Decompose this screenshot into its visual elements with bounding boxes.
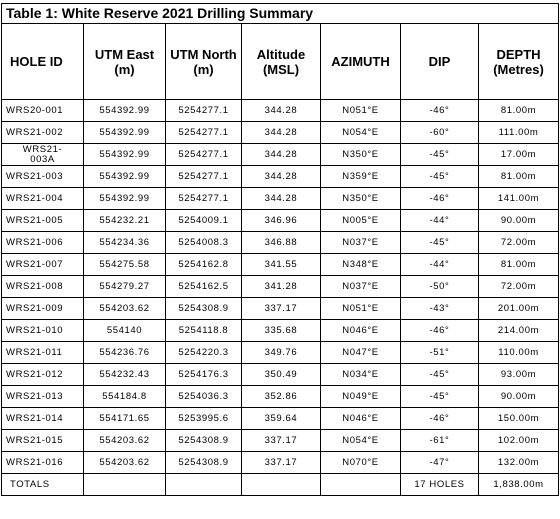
cell-utm-north: 5254162.8 (166, 254, 242, 276)
cell-altitude: 337.17 (242, 298, 321, 320)
column-header-altitude: Altitude (MSL) (242, 24, 321, 100)
cell-depth: 90.00m (479, 386, 559, 408)
cell-utm-north: 5254162.5 (166, 276, 242, 298)
cell-azimuth: N051°E (321, 298, 401, 320)
cell-utm-east: 554392.99 (84, 166, 166, 188)
cell-hole-id: WRS21-012 (2, 364, 84, 386)
column-header-dip: DIP (401, 24, 479, 100)
cell-utm-east: 554392.99 (84, 100, 166, 122)
table-row (2, 276, 559, 298)
cell-depth: 90.00m (479, 210, 559, 232)
totals-empty-cell (321, 474, 401, 496)
cell-depth: 72.00m (479, 232, 559, 254)
cell-dip: -43° (401, 298, 479, 320)
cell-dip: -44° (401, 254, 479, 276)
table-row (2, 232, 559, 254)
cell-utm-north: 5253995.6 (166, 408, 242, 430)
cell-altitude: 344.28 (242, 122, 321, 144)
table-row (2, 188, 559, 210)
cell-depth: 93.00m (479, 364, 559, 386)
cell-altitude: 359.64 (242, 408, 321, 430)
cell-altitude: 341.28 (242, 276, 321, 298)
cell-azimuth: N049°E (321, 386, 401, 408)
cell-utm-north: 5254308.9 (166, 298, 242, 320)
cell-utm-east: 554232.43 (84, 364, 166, 386)
cell-dip: -46° (401, 100, 479, 122)
cell-utm-north: 5254118.8 (166, 320, 242, 342)
totals-depth: 1,838.00m (479, 474, 559, 496)
cell-utm-north: 5254277.1 (166, 122, 242, 144)
cell-utm-north: 5254220.3 (166, 342, 242, 364)
totals-empty-cell (166, 474, 242, 496)
cell-depth: 110.00m (479, 342, 559, 364)
cell-hole-id: WRS21-008 (2, 276, 84, 298)
cell-utm-east: 554234.36 (84, 232, 166, 254)
cell-hole-id: WRS20-001 (2, 100, 84, 122)
totals-empty-cell (84, 474, 166, 496)
cell-utm-north: 5254009.1 (166, 210, 242, 232)
cell-hole-id: WRS21-004 (2, 188, 84, 210)
table-row (2, 298, 559, 320)
cell-hole-id: WRS21-003 (2, 166, 84, 188)
column-header-hole-id: HOLE ID (2, 24, 84, 100)
cell-altitude: 335.68 (242, 320, 321, 342)
cell-dip: -46° (401, 188, 479, 210)
cell-dip: -61° (401, 430, 479, 452)
cell-azimuth: N350°E (321, 188, 401, 210)
table-row (2, 122, 559, 144)
table-body (2, 100, 559, 474)
cell-depth: 111.00m (479, 122, 559, 144)
cell-hole-id: WRS21-010 (2, 320, 84, 342)
cell-utm-east: 554392.99 (84, 188, 166, 210)
cell-utm-east: 554203.62 (84, 430, 166, 452)
cell-altitude: 344.28 (242, 100, 321, 122)
cell-azimuth: N054°E (321, 122, 401, 144)
cell-utm-north: 5254277.1 (166, 144, 242, 166)
table-row (2, 166, 559, 188)
table-row (2, 452, 559, 474)
cell-dip: -51° (401, 342, 479, 364)
cell-utm-east: 554203.62 (84, 452, 166, 474)
cell-utm-north: 5254277.1 (166, 100, 242, 122)
cell-depth: 17.00m (479, 144, 559, 166)
cell-depth: 81.00m (479, 166, 559, 188)
cell-utm-east: 554236.76 (84, 342, 166, 364)
cell-altitude: 344.28 (242, 166, 321, 188)
cell-hole-id: WRS21-005 (2, 210, 84, 232)
cell-hole-id: WRS21-009 (2, 298, 84, 320)
cell-hole-id: WRS21-014 (2, 408, 84, 430)
cell-utm-east: 554203.62 (84, 298, 166, 320)
header-row (2, 24, 559, 100)
table-row (2, 342, 559, 364)
cell-azimuth: N037°E (321, 276, 401, 298)
cell-altitude: 341.55 (242, 254, 321, 276)
totals-row (2, 474, 559, 496)
table-row (2, 408, 559, 430)
cell-dip: -45° (401, 232, 479, 254)
totals-empty-cell (242, 474, 321, 496)
cell-hole-id: WRS21-007 (2, 254, 84, 276)
cell-azimuth: N051°E (321, 100, 401, 122)
drilling-summary-table (1, 3, 559, 496)
cell-hole-id: WRS21-016 (2, 452, 84, 474)
cell-utm-north: 5254036.3 (166, 386, 242, 408)
cell-hole-id: WRS21-015 (2, 430, 84, 452)
cell-utm-north: 5254308.9 (166, 430, 242, 452)
cell-altitude: 337.17 (242, 452, 321, 474)
cell-utm-east: 554171.65 (84, 408, 166, 430)
cell-utm-east: 554232.21 (84, 210, 166, 232)
cell-utm-east: 554184.8 (84, 386, 166, 408)
cell-dip: -45° (401, 166, 479, 188)
cell-dip: -44° (401, 210, 479, 232)
cell-dip: -45° (401, 144, 479, 166)
cell-depth: 201.00m (479, 298, 559, 320)
cell-utm-north: 5254277.1 (166, 166, 242, 188)
cell-depth: 81.00m (479, 254, 559, 276)
cell-azimuth: N047°E (321, 342, 401, 364)
cell-utm-east: 554392.99 (84, 144, 166, 166)
table-row (2, 386, 559, 408)
cell-utm-north: 5254277.1 (166, 188, 242, 210)
cell-altitude: 350.49 (242, 364, 321, 386)
table-row (2, 364, 559, 386)
cell-dip: -45° (401, 386, 479, 408)
cell-azimuth: N034°E (321, 364, 401, 386)
cell-utm-east: 554392.99 (84, 122, 166, 144)
drilling-summary (1, 3, 558, 496)
cell-azimuth: N005°E (321, 210, 401, 232)
cell-depth: 72.00m (479, 276, 559, 298)
table-row (2, 210, 559, 232)
cell-dip: -47° (401, 452, 479, 474)
cell-azimuth: N070°E (321, 452, 401, 474)
cell-utm-north: 5254008.3 (166, 232, 242, 254)
cell-altitude: 337.17 (242, 430, 321, 452)
cell-utm-east: 554275.58 (84, 254, 166, 276)
cell-hole-id: WRS21-006 (2, 232, 84, 254)
table-row (2, 320, 559, 342)
cell-depth: 132.00m (479, 452, 559, 474)
column-header-azimuth: AZIMUTH (321, 24, 401, 100)
cell-azimuth: N037°E (321, 232, 401, 254)
cell-altitude: 344.28 (242, 188, 321, 210)
table-row (2, 430, 559, 452)
cell-dip: -46° (401, 408, 479, 430)
cell-azimuth: N350°E (321, 144, 401, 166)
column-header-depth: DEPTH (Metres) (479, 24, 559, 100)
cell-dip: -46° (401, 320, 479, 342)
cell-altitude: 346.88 (242, 232, 321, 254)
cell-dip: -45° (401, 364, 479, 386)
cell-depth: 141.00m (479, 188, 559, 210)
column-header-utm-north: UTM North (m) (166, 24, 242, 100)
cell-utm-east: 554279.27 (84, 276, 166, 298)
column-header-utm-east: UTM East (m) (84, 24, 166, 100)
cell-altitude: 352.86 (242, 386, 321, 408)
cell-azimuth: N046°E (321, 408, 401, 430)
cell-azimuth: N348°E (321, 254, 401, 276)
cell-azimuth: N359°E (321, 166, 401, 188)
cell-azimuth: N046°E (321, 320, 401, 342)
cell-altitude: 344.28 (242, 144, 321, 166)
cell-dip: -60° (401, 122, 479, 144)
cell-depth: 81.00m (479, 100, 559, 122)
cell-utm-north: 5254176.3 (166, 364, 242, 386)
cell-dip: -50° (401, 276, 479, 298)
table-title: Table 1: White Reserve 2021 Drilling Summary (2, 4, 559, 24)
totals-label: TOTALS (2, 474, 84, 496)
cell-hole-id: WRS21-002 (2, 122, 84, 144)
cell-depth: 150.00m (479, 408, 559, 430)
table-row (2, 254, 559, 276)
cell-azimuth: N054°E (321, 430, 401, 452)
cell-hole-id: WRS21- 003A (2, 144, 84, 166)
cell-altitude: 349.76 (242, 342, 321, 364)
cell-hole-id: WRS21-013 (2, 386, 84, 408)
table-row (2, 100, 559, 122)
totals-holes: 17 HOLES (401, 474, 479, 496)
cell-hole-id: WRS21-011 (2, 342, 84, 364)
table-row (2, 144, 559, 166)
cell-utm-north: 5254308.9 (166, 452, 242, 474)
cell-depth: 102.00m (479, 430, 559, 452)
cell-utm-east: 554140 (84, 320, 166, 342)
cell-depth: 214.00m (479, 320, 559, 342)
cell-altitude: 346.96 (242, 210, 321, 232)
